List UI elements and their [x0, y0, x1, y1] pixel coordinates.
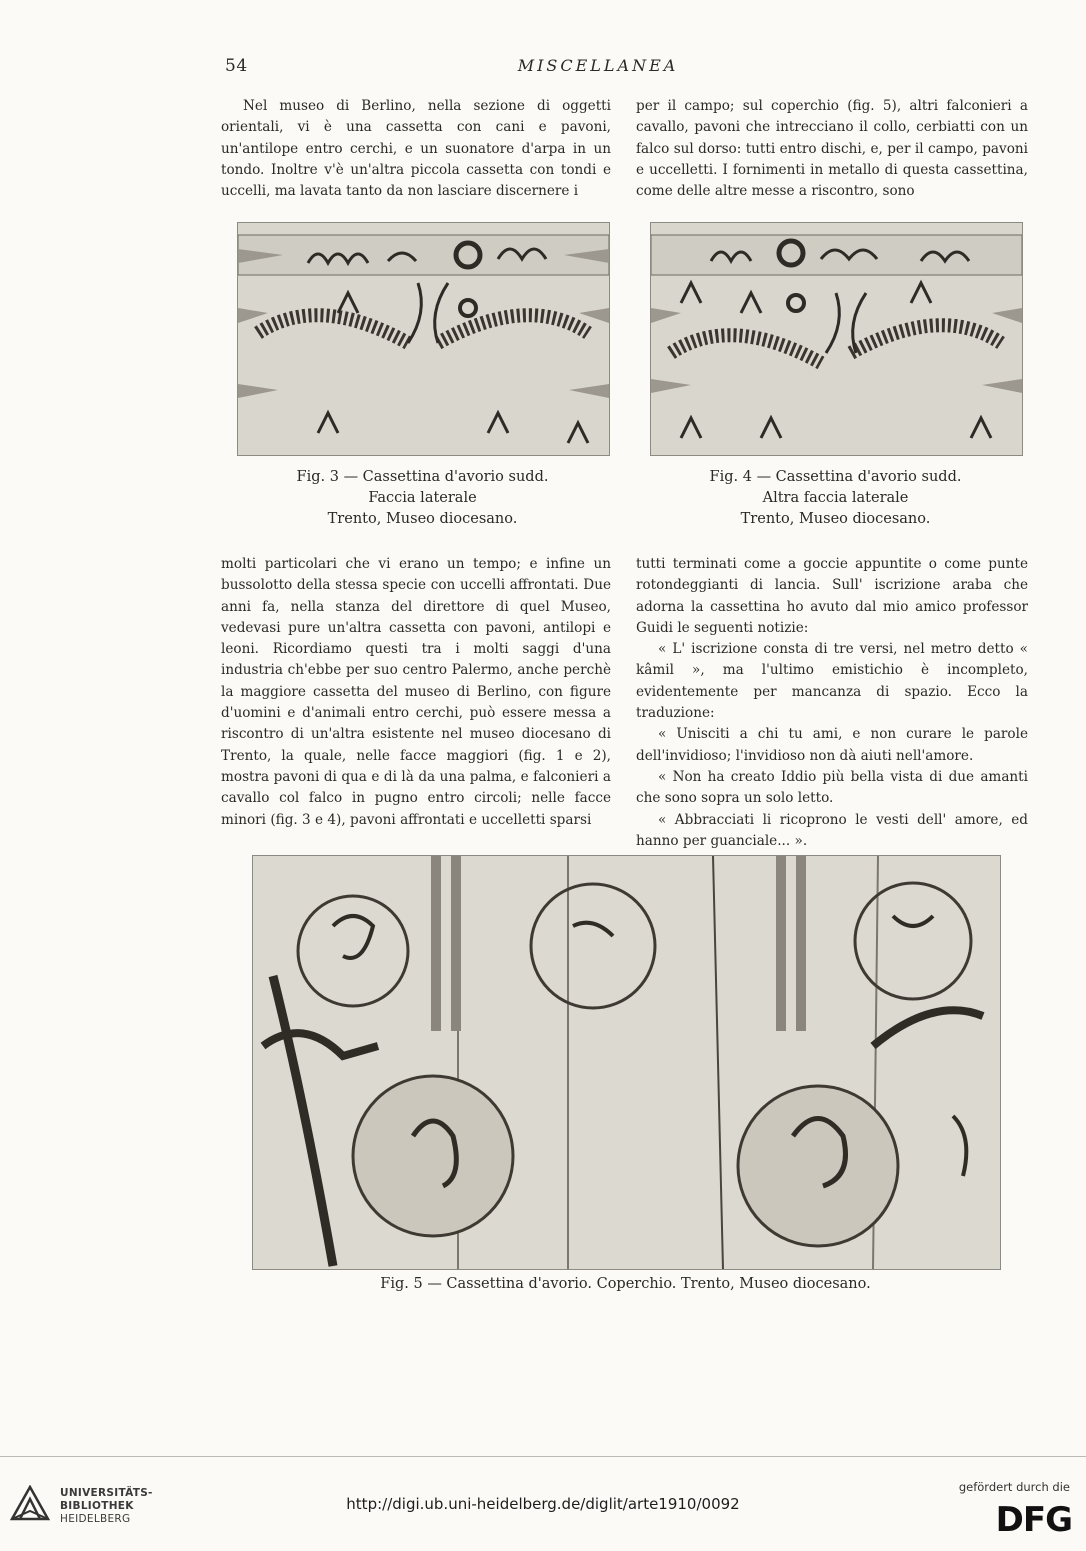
caption-line: Trento, Museo diocesano. — [740, 511, 931, 527]
caption-line: Fig. 5 — Cassettina d'avorio. Coperchio. Trento, Museo diocesano. — [380, 1276, 871, 1292]
paragraph: « Unisciti a chi tu ami, e non curare le parole dell'invidioso; l'invidioso non dà aiuti nell'amore. — [636, 726, 1028, 764]
paragraph: molti particolari che vi erano un tempo; e infine un bussolotto della stessa specie con uccelli affrontati. Due anni fa, nella stanza del direttore di quel Museo, vedevasi pure un'altra cassetta con pavoni, antilopi e leoni. Ricordiamo questi tra i molti saggi d'una industria ch'ebbe per suo centro Palermo, anche perchè la maggiore cassetta del museo di Berlino, con figure d'uomini e d'animali entro cerchi, può essere messa a riscontro di un'altra esistente nel museo diocesano di Trento, la quale, nelle facce maggiori (fig. 1 e 2), mostra pavoni di qua e di là da una palma, e falconieri a cavallo col falco in pugno entro circoli; nelle facce minori (fig. 3 e 4), pavoni affrontati e uccelletti sparsi — [221, 556, 611, 828]
paragraph: « Abbracciati li ricoprono le vesti dell' amore, ed hanno per guanciale... ». — [636, 811, 1028, 849]
paragraph: « L' iscrizione consta di tre versi, nel metro detto « kâmil », ma l'ultimo emistichio è incompleto, evidentemente per mancanza di spazio. Ecco la traduzione: — [636, 641, 1028, 722]
figure-3-image — [237, 222, 610, 456]
caption-line: Faccia laterale — [368, 490, 477, 506]
figure-3-caption — [237, 467, 608, 530]
permalink-url[interactable]: http://digi.ub.uni-heidelberg.de/diglit/arte1910/0092 — [346, 1495, 740, 1513]
text-bottom-left — [221, 554, 611, 831]
paragraph: tutti terminati come a goccie appuntite o come punte rotondeggianti di lancia. Sull' iscrizione araba che adorna la cassettina ho avuto dal mio amico professor Guidi le seguenti notizie: — [636, 556, 1028, 636]
figure-4-caption — [650, 467, 1021, 530]
figure-5-image — [252, 855, 1001, 1270]
figure-4-image — [650, 222, 1023, 456]
library-line: BIBLIOTHEK — [60, 1500, 134, 1512]
caption-line: Fig. 3 — Cassettina d'avorio sudd. — [296, 469, 549, 485]
text-top-right — [636, 96, 1028, 202]
text-top-left — [221, 96, 611, 202]
caption-line: Fig. 4 — Cassettina d'avorio sudd. — [709, 469, 962, 485]
dfg-logo: DFG — [995, 1500, 1072, 1540]
caption-line: Trento, Museo diocesano. — [327, 511, 518, 527]
library-line: UNIVERSITÄTS- — [60, 1487, 153, 1499]
text-bottom-right — [636, 554, 1028, 852]
funding-note: gefördert durch die — [958, 1480, 1070, 1494]
paragraph: Nel museo di Berlino, nella sezione di oggetti orientali, vi è una cassetta con cani e pavoni, un'antilope entro cerchi, e un suonatore d'arpa in un tondo. Inoltre v'è un'altra piccola cassetta con tondi e uccelli, ma lavata tanto da non lasciare discernere i — [221, 98, 611, 200]
running-title: MISCELLANEA — [517, 56, 679, 75]
caption-line: Altra faccia laterale — [762, 490, 909, 506]
figure-5-caption — [252, 1274, 999, 1295]
paragraph: per il campo; sul coperchio (fig. 5), altri falconieri a cavallo, pavoni che intrecciano il collo, cerbiatti con un falco sul dorso: tutti entro dischi, e, per il campo, pavoni e uccelletti. I fornimenti in metallo di questa cassettina, come delle altre messe a riscontro, sono — [636, 98, 1028, 200]
page-number: 54 — [225, 56, 248, 76]
paragraph: « Non ha creato Iddio più bella vista di due amanti che sono sopra un solo letto. — [636, 768, 1028, 807]
library-line: HEIDELBERG — [60, 1513, 131, 1525]
